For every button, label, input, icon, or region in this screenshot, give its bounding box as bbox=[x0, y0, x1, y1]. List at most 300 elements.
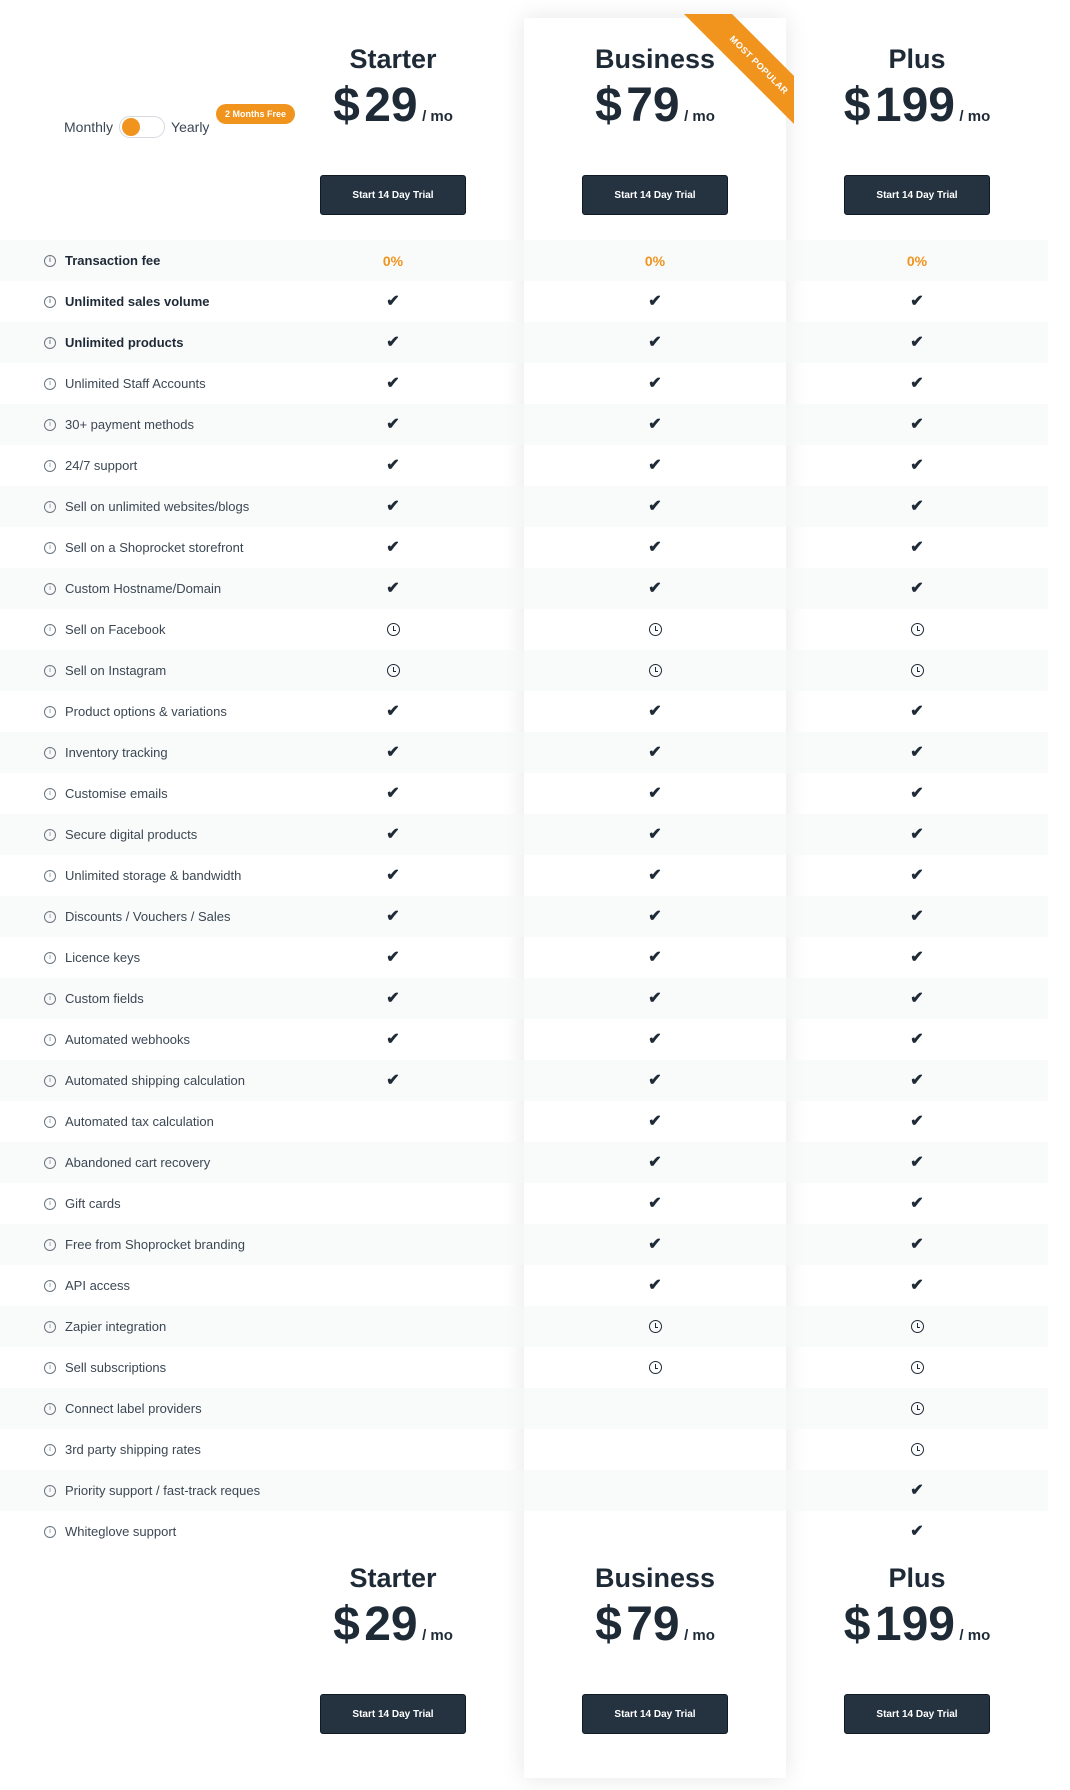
feature-cell-business bbox=[524, 1265, 786, 1306]
check-icon: ✔ bbox=[648, 374, 662, 392]
info-icon[interactable]: i bbox=[44, 1321, 56, 1333]
info-icon[interactable]: i bbox=[44, 583, 56, 595]
feature-label-text: Priority support / fast-track reques bbox=[65, 1483, 261, 1498]
feature-cell-starter bbox=[262, 1511, 524, 1552]
feature-row bbox=[0, 363, 1048, 404]
check-icon: ✔ bbox=[386, 1030, 400, 1048]
info-icon[interactable]: i bbox=[44, 788, 56, 800]
info-icon[interactable]: i bbox=[44, 706, 56, 718]
check-icon: ✔ bbox=[648, 538, 662, 556]
feature-row bbox=[0, 773, 1048, 814]
feature-cell-business bbox=[524, 1429, 786, 1470]
feature-cell-business bbox=[524, 1470, 786, 1511]
check-icon: ✔ bbox=[386, 743, 400, 761]
feature-label bbox=[44, 1347, 262, 1388]
starter-trial-button-bottom[interactable]: Start 14 Day Trial bbox=[320, 1694, 466, 1734]
plan-price bbox=[262, 78, 524, 145]
plan-footer-plus bbox=[786, 1561, 1048, 1664]
info-icon[interactable]: i bbox=[44, 665, 56, 677]
plus-trial-button[interactable]: Start 14 Day Trial bbox=[844, 175, 990, 215]
feature-row bbox=[0, 445, 1048, 486]
feature-cell-starter bbox=[262, 1183, 524, 1224]
info-icon[interactable]: i bbox=[44, 1362, 56, 1374]
feature-row bbox=[0, 1224, 1048, 1265]
feature-cell-plus bbox=[786, 363, 1048, 404]
feature-cell-business bbox=[524, 1388, 786, 1429]
feature-label-text: Sell subscriptions bbox=[65, 1360, 167, 1375]
feature-cell-plus bbox=[786, 322, 1048, 363]
check-icon: ✔ bbox=[910, 1235, 924, 1253]
feature-label-text: Unlimited sales volume bbox=[65, 294, 210, 309]
feature-label-text: Gift cards bbox=[65, 1196, 121, 1211]
check-icon: ✔ bbox=[910, 1481, 924, 1499]
feature-cell-business bbox=[524, 281, 786, 322]
feature-comparison-table bbox=[0, 240, 1048, 1552]
feature-cell-starter bbox=[262, 732, 524, 773]
feature-label bbox=[44, 1470, 262, 1511]
plan-price bbox=[786, 1597, 1048, 1664]
feature-label bbox=[44, 281, 262, 322]
feature-cell-starter bbox=[262, 1388, 524, 1429]
plan-price bbox=[786, 78, 1048, 145]
feature-cell-starter bbox=[262, 1265, 524, 1306]
feature-label bbox=[44, 937, 262, 978]
feature-cell-business bbox=[524, 1306, 786, 1347]
feature-cell-starter bbox=[262, 896, 524, 937]
feature-label bbox=[44, 568, 262, 609]
info-icon[interactable]: i bbox=[44, 255, 56, 267]
check-icon: ✔ bbox=[386, 1071, 400, 1089]
feature-row bbox=[0, 609, 1048, 650]
feature-cell-plus bbox=[786, 937, 1048, 978]
price-currency: $ bbox=[333, 79, 360, 132]
feature-cell-business bbox=[524, 1019, 786, 1060]
feature-cell-business bbox=[524, 1060, 786, 1101]
feature-cell-starter bbox=[262, 322, 524, 363]
feature-row bbox=[0, 1306, 1048, 1347]
price-currency: $ bbox=[595, 1598, 622, 1651]
feature-label-text: Automated tax calculation bbox=[65, 1114, 214, 1129]
feature-label bbox=[44, 363, 262, 404]
plan-price bbox=[262, 1597, 524, 1664]
feature-cell-plus bbox=[786, 240, 1048, 281]
info-icon[interactable]: i bbox=[44, 1198, 56, 1210]
feature-cell-starter bbox=[262, 814, 524, 855]
info-icon[interactable]: i bbox=[44, 1116, 56, 1128]
check-icon: ✔ bbox=[386, 497, 400, 515]
info-icon[interactable]: i bbox=[44, 296, 56, 308]
months-free-badge: 2 Months Free bbox=[216, 104, 295, 124]
feature-label bbox=[44, 1306, 262, 1347]
feature-row bbox=[0, 814, 1048, 855]
feature-label-text: API access bbox=[65, 1278, 131, 1293]
feature-row bbox=[0, 281, 1048, 322]
feature-cell-starter bbox=[262, 1224, 524, 1265]
feature-label-text: Discounts / Vouchers / Sales bbox=[65, 909, 231, 924]
check-icon: ✔ bbox=[910, 1112, 924, 1130]
plan-name: Plus bbox=[888, 1563, 946, 1593]
check-icon: ✔ bbox=[648, 333, 662, 351]
feature-label-text: Transaction fee bbox=[65, 253, 161, 268]
feature-label-text: Customise emails bbox=[65, 786, 168, 801]
feature-label bbox=[44, 1019, 262, 1060]
feature-cell-starter bbox=[262, 855, 524, 896]
plan-footer-starter bbox=[262, 1561, 524, 1664]
feature-label-text: Secure digital products bbox=[65, 827, 198, 842]
check-icon: ✔ bbox=[910, 989, 924, 1007]
feature-row bbox=[0, 1470, 1048, 1511]
info-icon[interactable]: i bbox=[44, 624, 56, 636]
feature-cell-starter bbox=[262, 1019, 524, 1060]
plan-header-plus bbox=[786, 42, 1048, 145]
feature-row bbox=[0, 322, 1048, 363]
feature-label-text: 30+ payment methods bbox=[65, 417, 194, 432]
info-icon[interactable]: i bbox=[44, 1075, 56, 1087]
feature-cell-starter bbox=[262, 1060, 524, 1101]
info-icon[interactable]: i bbox=[44, 1485, 56, 1497]
info-icon[interactable]: i bbox=[44, 747, 56, 759]
price-amount: 79 bbox=[626, 79, 680, 132]
price-amount: 199 bbox=[874, 79, 955, 132]
feature-label bbox=[44, 691, 262, 732]
clock-icon bbox=[649, 1361, 662, 1374]
feature-label bbox=[44, 732, 262, 773]
check-icon: ✔ bbox=[910, 538, 924, 556]
feature-cell-business bbox=[524, 363, 786, 404]
feature-cell-starter bbox=[262, 486, 524, 527]
check-icon: ✔ bbox=[386, 907, 400, 925]
feature-cell-plus bbox=[786, 281, 1048, 322]
info-icon[interactable]: i bbox=[44, 542, 56, 554]
feature-row bbox=[0, 404, 1048, 445]
info-icon[interactable]: i bbox=[44, 1239, 56, 1251]
plan-name: Business bbox=[594, 1563, 716, 1593]
feature-cell-plus bbox=[786, 1224, 1048, 1265]
price-period: / mo bbox=[684, 1627, 715, 1644]
feature-cell-business bbox=[524, 814, 786, 855]
feature-cell-plus bbox=[786, 609, 1048, 650]
clock-icon bbox=[911, 1402, 924, 1415]
feature-row bbox=[0, 1183, 1048, 1224]
feature-cell-starter bbox=[262, 978, 524, 1019]
info-icon[interactable]: i bbox=[44, 993, 56, 1005]
feature-label-text: Product options & variations bbox=[65, 704, 227, 719]
info-icon[interactable]: i bbox=[44, 1403, 56, 1415]
business-trial-button[interactable]: Start 14 Day Trial bbox=[582, 175, 728, 215]
feature-cell-business bbox=[524, 486, 786, 527]
transaction-fee-value: 0% bbox=[906, 252, 928, 269]
check-icon: ✔ bbox=[648, 415, 662, 433]
feature-label bbox=[44, 896, 262, 937]
feature-cell-plus bbox=[786, 1265, 1048, 1306]
feature-row bbox=[0, 1347, 1048, 1388]
info-icon[interactable]: i bbox=[44, 378, 56, 390]
feature-label bbox=[44, 814, 262, 855]
check-icon: ✔ bbox=[386, 866, 400, 884]
plan-footer-business bbox=[524, 1561, 786, 1664]
starter-trial-button[interactable]: Start 14 Day Trial bbox=[320, 175, 466, 215]
yearly-label[interactable]: Yearly bbox=[171, 119, 210, 135]
feature-label-text: Abandoned cart recovery bbox=[65, 1155, 211, 1170]
feature-label-text: Unlimited Staff Accounts bbox=[65, 376, 206, 391]
check-icon: ✔ bbox=[910, 866, 924, 884]
price-currency: $ bbox=[595, 79, 622, 132]
check-icon: ✔ bbox=[910, 825, 924, 843]
feature-cell-business bbox=[524, 1224, 786, 1265]
check-icon: ✔ bbox=[648, 1112, 662, 1130]
check-icon: ✔ bbox=[386, 989, 400, 1007]
feature-cell-plus bbox=[786, 568, 1048, 609]
info-icon[interactable]: i bbox=[44, 337, 56, 349]
feature-label bbox=[44, 1142, 262, 1183]
feature-cell-starter bbox=[262, 1347, 524, 1388]
clock-icon bbox=[387, 623, 400, 636]
feature-row bbox=[0, 527, 1048, 568]
feature-cell-plus bbox=[786, 855, 1048, 896]
feature-cell-plus bbox=[786, 1470, 1048, 1511]
info-icon[interactable]: i bbox=[44, 419, 56, 431]
feature-cell-plus bbox=[786, 650, 1048, 691]
price-currency: $ bbox=[333, 1598, 360, 1651]
feature-row bbox=[0, 486, 1048, 527]
feature-cell-plus bbox=[786, 1388, 1048, 1429]
feature-cell-starter bbox=[262, 281, 524, 322]
feature-cell-business bbox=[524, 527, 786, 568]
feature-row bbox=[0, 1019, 1048, 1060]
feature-cell-plus bbox=[786, 1306, 1048, 1347]
feature-label bbox=[44, 1183, 262, 1224]
check-icon: ✔ bbox=[910, 1522, 924, 1540]
feature-cell-plus bbox=[786, 814, 1048, 855]
feature-label bbox=[44, 773, 262, 814]
check-icon: ✔ bbox=[648, 784, 662, 802]
feature-row bbox=[0, 1265, 1048, 1306]
feature-row bbox=[0, 1511, 1048, 1552]
feature-row bbox=[0, 732, 1048, 773]
plus-trial-button-bottom[interactable]: Start 14 Day Trial bbox=[844, 1694, 990, 1734]
feature-cell-business bbox=[524, 609, 786, 650]
feature-cell-starter bbox=[262, 1142, 524, 1183]
check-icon: ✔ bbox=[648, 1194, 662, 1212]
clock-icon bbox=[911, 1361, 924, 1374]
feature-label-text: Sell on Instagram bbox=[65, 663, 167, 678]
check-icon: ✔ bbox=[910, 1071, 924, 1089]
feature-cell-starter bbox=[262, 650, 524, 691]
feature-row bbox=[0, 1060, 1048, 1101]
feature-cell-starter bbox=[262, 445, 524, 486]
feature-label-text: Sell on a Shoprocket storefront bbox=[65, 540, 244, 555]
check-icon: ✔ bbox=[910, 456, 924, 474]
check-icon: ✔ bbox=[648, 292, 662, 310]
check-icon: ✔ bbox=[910, 1153, 924, 1171]
info-icon[interactable]: i bbox=[44, 1157, 56, 1169]
price-amount: 199 bbox=[874, 1598, 955, 1651]
clock-icon bbox=[649, 664, 662, 677]
feature-label-text: Connect label providers bbox=[65, 1401, 202, 1416]
info-icon[interactable]: i bbox=[44, 1280, 56, 1292]
check-icon: ✔ bbox=[910, 333, 924, 351]
feature-label-text: Custom fields bbox=[65, 991, 144, 1006]
plan-header-starter bbox=[262, 42, 524, 145]
feature-cell-business bbox=[524, 404, 786, 445]
check-icon: ✔ bbox=[648, 1235, 662, 1253]
feature-label bbox=[44, 978, 262, 1019]
feature-label-text: Custom Hostname/Domain bbox=[65, 581, 222, 596]
check-icon: ✔ bbox=[910, 1030, 924, 1048]
check-icon: ✔ bbox=[648, 1030, 662, 1048]
feature-label bbox=[44, 609, 262, 650]
check-icon: ✔ bbox=[648, 1276, 662, 1294]
feature-label bbox=[44, 1265, 262, 1306]
feature-cell-business bbox=[524, 937, 786, 978]
check-icon: ✔ bbox=[648, 743, 662, 761]
feature-cell-starter bbox=[262, 363, 524, 404]
check-icon: ✔ bbox=[648, 579, 662, 597]
price-period: / mo bbox=[422, 1627, 453, 1644]
feature-cell-business bbox=[524, 445, 786, 486]
feature-label-text: Inventory tracking bbox=[65, 745, 168, 760]
feature-label bbox=[44, 855, 262, 896]
check-icon: ✔ bbox=[386, 456, 400, 474]
feature-label bbox=[44, 1388, 262, 1429]
plan-price bbox=[524, 1597, 786, 1664]
check-icon: ✔ bbox=[648, 948, 662, 966]
check-icon: ✔ bbox=[648, 866, 662, 884]
check-icon: ✔ bbox=[648, 825, 662, 843]
feature-cell-plus bbox=[786, 896, 1048, 937]
feature-row bbox=[0, 937, 1048, 978]
feature-cell-starter bbox=[262, 1306, 524, 1347]
feature-cell-starter bbox=[262, 404, 524, 445]
monthly-label[interactable]: Monthly bbox=[64, 119, 114, 135]
feature-cell-plus bbox=[786, 527, 1048, 568]
feature-label-text: Unlimited storage & bandwidth bbox=[65, 868, 242, 883]
feature-row bbox=[0, 691, 1048, 732]
transaction-fee-value: 0% bbox=[644, 252, 666, 269]
feature-cell-business bbox=[524, 773, 786, 814]
feature-cell-plus bbox=[786, 404, 1048, 445]
check-icon: ✔ bbox=[910, 579, 924, 597]
feature-cell-business bbox=[524, 568, 786, 609]
feature-label-text: 3rd party shipping rates bbox=[65, 1442, 201, 1457]
info-icon[interactable]: i bbox=[44, 870, 56, 882]
feature-cell-plus bbox=[786, 1060, 1048, 1101]
plan-name: Starter bbox=[349, 1563, 437, 1593]
feature-cell-business bbox=[524, 1511, 786, 1552]
feature-cell-plus bbox=[786, 1183, 1048, 1224]
check-icon: ✔ bbox=[910, 497, 924, 515]
feature-row bbox=[0, 1388, 1048, 1429]
feature-cell-plus bbox=[786, 1101, 1048, 1142]
feature-cell-starter bbox=[262, 609, 524, 650]
check-icon: ✔ bbox=[386, 579, 400, 597]
check-icon: ✔ bbox=[648, 497, 662, 515]
feature-row bbox=[0, 978, 1048, 1019]
check-icon: ✔ bbox=[910, 292, 924, 310]
check-icon: ✔ bbox=[648, 989, 662, 1007]
feature-cell-business bbox=[524, 322, 786, 363]
feature-label bbox=[44, 527, 262, 568]
check-icon: ✔ bbox=[386, 333, 400, 351]
info-icon[interactable]: i bbox=[44, 501, 56, 513]
clock-icon bbox=[911, 1320, 924, 1333]
feature-row bbox=[0, 1142, 1048, 1183]
check-icon: ✔ bbox=[910, 907, 924, 925]
price-currency: $ bbox=[843, 1598, 871, 1651]
feature-cell-plus bbox=[786, 732, 1048, 773]
feature-label bbox=[44, 1101, 262, 1142]
billing-toggle[interactable] bbox=[119, 116, 165, 138]
feature-row bbox=[0, 568, 1048, 609]
info-icon[interactable]: i bbox=[44, 952, 56, 964]
feature-cell-plus bbox=[786, 978, 1048, 1019]
feature-cell-plus bbox=[786, 445, 1048, 486]
price-currency: $ bbox=[843, 79, 871, 132]
most-popular-ribbon-label: MOST POPULAR bbox=[680, 14, 794, 136]
feature-cell-plus bbox=[786, 773, 1048, 814]
plan-name: Starter bbox=[349, 44, 437, 74]
check-icon: ✔ bbox=[648, 456, 662, 474]
plan-name: Plus bbox=[888, 44, 946, 74]
check-icon: ✔ bbox=[386, 784, 400, 802]
feature-cell-starter bbox=[262, 937, 524, 978]
clock-icon bbox=[387, 664, 400, 677]
feature-cell-business bbox=[524, 1101, 786, 1142]
feature-cell-plus bbox=[786, 1511, 1048, 1552]
feature-cell-starter bbox=[262, 773, 524, 814]
info-icon[interactable]: i bbox=[44, 911, 56, 923]
transaction-fee-value: 0% bbox=[382, 252, 404, 269]
feature-cell-starter bbox=[262, 527, 524, 568]
feature-label-text: Unlimited products bbox=[65, 335, 184, 350]
info-icon[interactable]: i bbox=[44, 1444, 56, 1456]
business-trial-button-bottom[interactable]: Start 14 Day Trial bbox=[582, 1694, 728, 1734]
feature-cell-plus bbox=[786, 1019, 1048, 1060]
feature-label bbox=[44, 322, 262, 363]
check-icon: ✔ bbox=[648, 702, 662, 720]
feature-row bbox=[0, 240, 1048, 281]
feature-label bbox=[44, 486, 262, 527]
check-icon: ✔ bbox=[386, 948, 400, 966]
feature-label bbox=[44, 1429, 262, 1470]
info-icon[interactable]: i bbox=[44, 1526, 56, 1538]
feature-label-text: Licence keys bbox=[65, 950, 141, 965]
info-icon[interactable]: i bbox=[44, 829, 56, 841]
check-icon: ✔ bbox=[386, 825, 400, 843]
clock-icon bbox=[911, 664, 924, 677]
feature-label-text: Whiteglove support bbox=[65, 1524, 177, 1539]
check-icon: ✔ bbox=[386, 374, 400, 392]
feature-label-text: Free from Shoprocket branding bbox=[65, 1237, 245, 1252]
check-icon: ✔ bbox=[910, 702, 924, 720]
info-icon[interactable]: i bbox=[44, 460, 56, 472]
feature-label-text: Sell on Facebook bbox=[65, 622, 166, 637]
feature-cell-business bbox=[524, 1183, 786, 1224]
feature-cell-business bbox=[524, 240, 786, 281]
feature-row bbox=[0, 1101, 1048, 1142]
feature-label-text: Automated shipping calculation bbox=[65, 1073, 245, 1088]
check-icon: ✔ bbox=[910, 1194, 924, 1212]
info-icon[interactable]: i bbox=[44, 1034, 56, 1046]
price-amount: 29 bbox=[364, 79, 418, 132]
feature-label-text: Sell on unlimited websites/blogs bbox=[65, 499, 250, 514]
check-icon: ✔ bbox=[386, 702, 400, 720]
clock-icon bbox=[911, 1443, 924, 1456]
feature-row bbox=[0, 1429, 1048, 1470]
feature-cell-starter bbox=[262, 240, 524, 281]
feature-cell-business bbox=[524, 691, 786, 732]
check-icon: ✔ bbox=[910, 948, 924, 966]
